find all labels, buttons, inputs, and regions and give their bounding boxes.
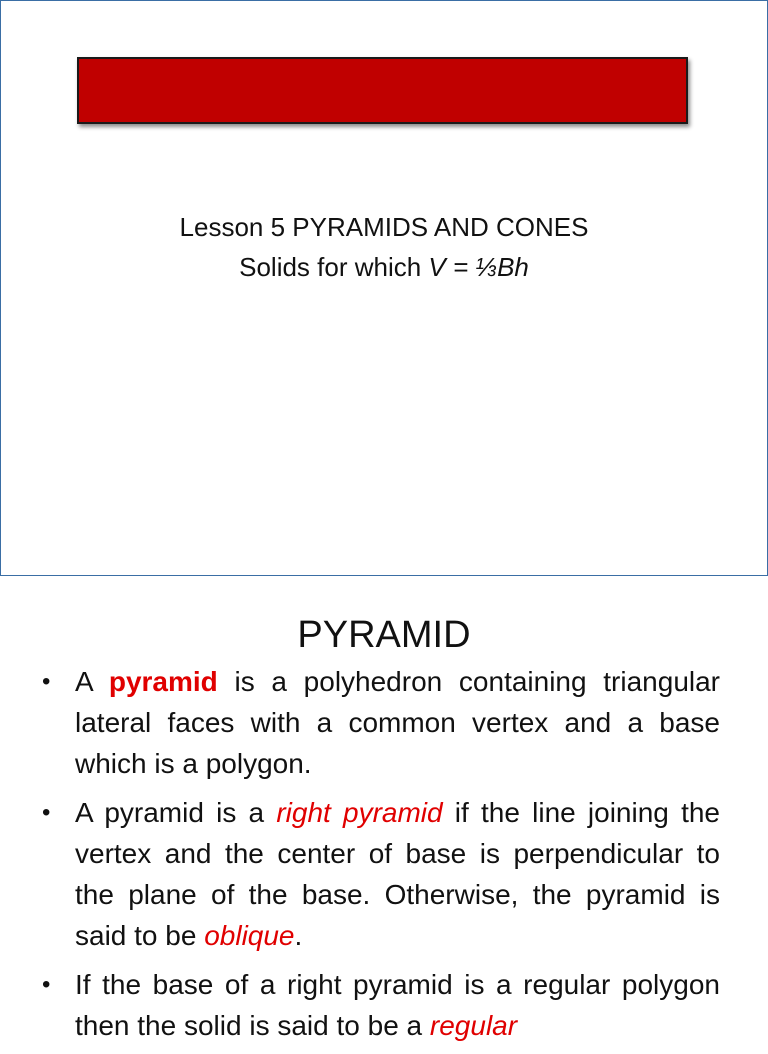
- bullet-text: is a polyhedron containing triangular lateral faces with a common vertex and a base which is a polygon.: [75, 666, 721, 779]
- formula-prefix: Solids for which: [239, 252, 429, 282]
- bullet-pyramid-definition: [0, 661, 768, 784]
- term-regular: regular: [429, 1010, 518, 1041]
- lesson-heading: Lesson 5 PYRAMIDS AND CONES: [179, 212, 589, 242]
- formula-line: [1, 247, 767, 287]
- slide-subtitle: [1, 207, 767, 287]
- bullet-regular-pyramid: [0, 964, 768, 1046]
- term-oblique: oblique: [204, 920, 295, 951]
- bullet-list: [0, 661, 768, 1054]
- bullet-text: A pyramid is a: [75, 797, 277, 828]
- bullet-icon: •: [42, 799, 51, 826]
- pyramid-title: PYRAMID: [297, 614, 471, 656]
- bullet-text: A: [75, 666, 109, 697]
- bullet-icon: •: [42, 668, 51, 695]
- term-pyramid: pyramid: [108, 666, 218, 697]
- bullet-text: if the line joining the vertex and the center of base is perpendicular to the plane of the base. Otherwise, the pyramid is said to be: [75, 797, 720, 951]
- bullet-text: .: [294, 920, 303, 951]
- bullet-right-pyramid: [0, 792, 768, 956]
- term-right-pyramid: right pyramid: [276, 797, 443, 828]
- slide-pyramid: [0, 577, 768, 1041]
- title-bar: [77, 57, 688, 124]
- bullet-icon: •: [42, 971, 51, 998]
- volume-formula: V = ⅓Bh: [428, 252, 529, 282]
- bullet-text: If the base of a right pyramid is a regular polygon then the solid is said to be a: [75, 969, 720, 1041]
